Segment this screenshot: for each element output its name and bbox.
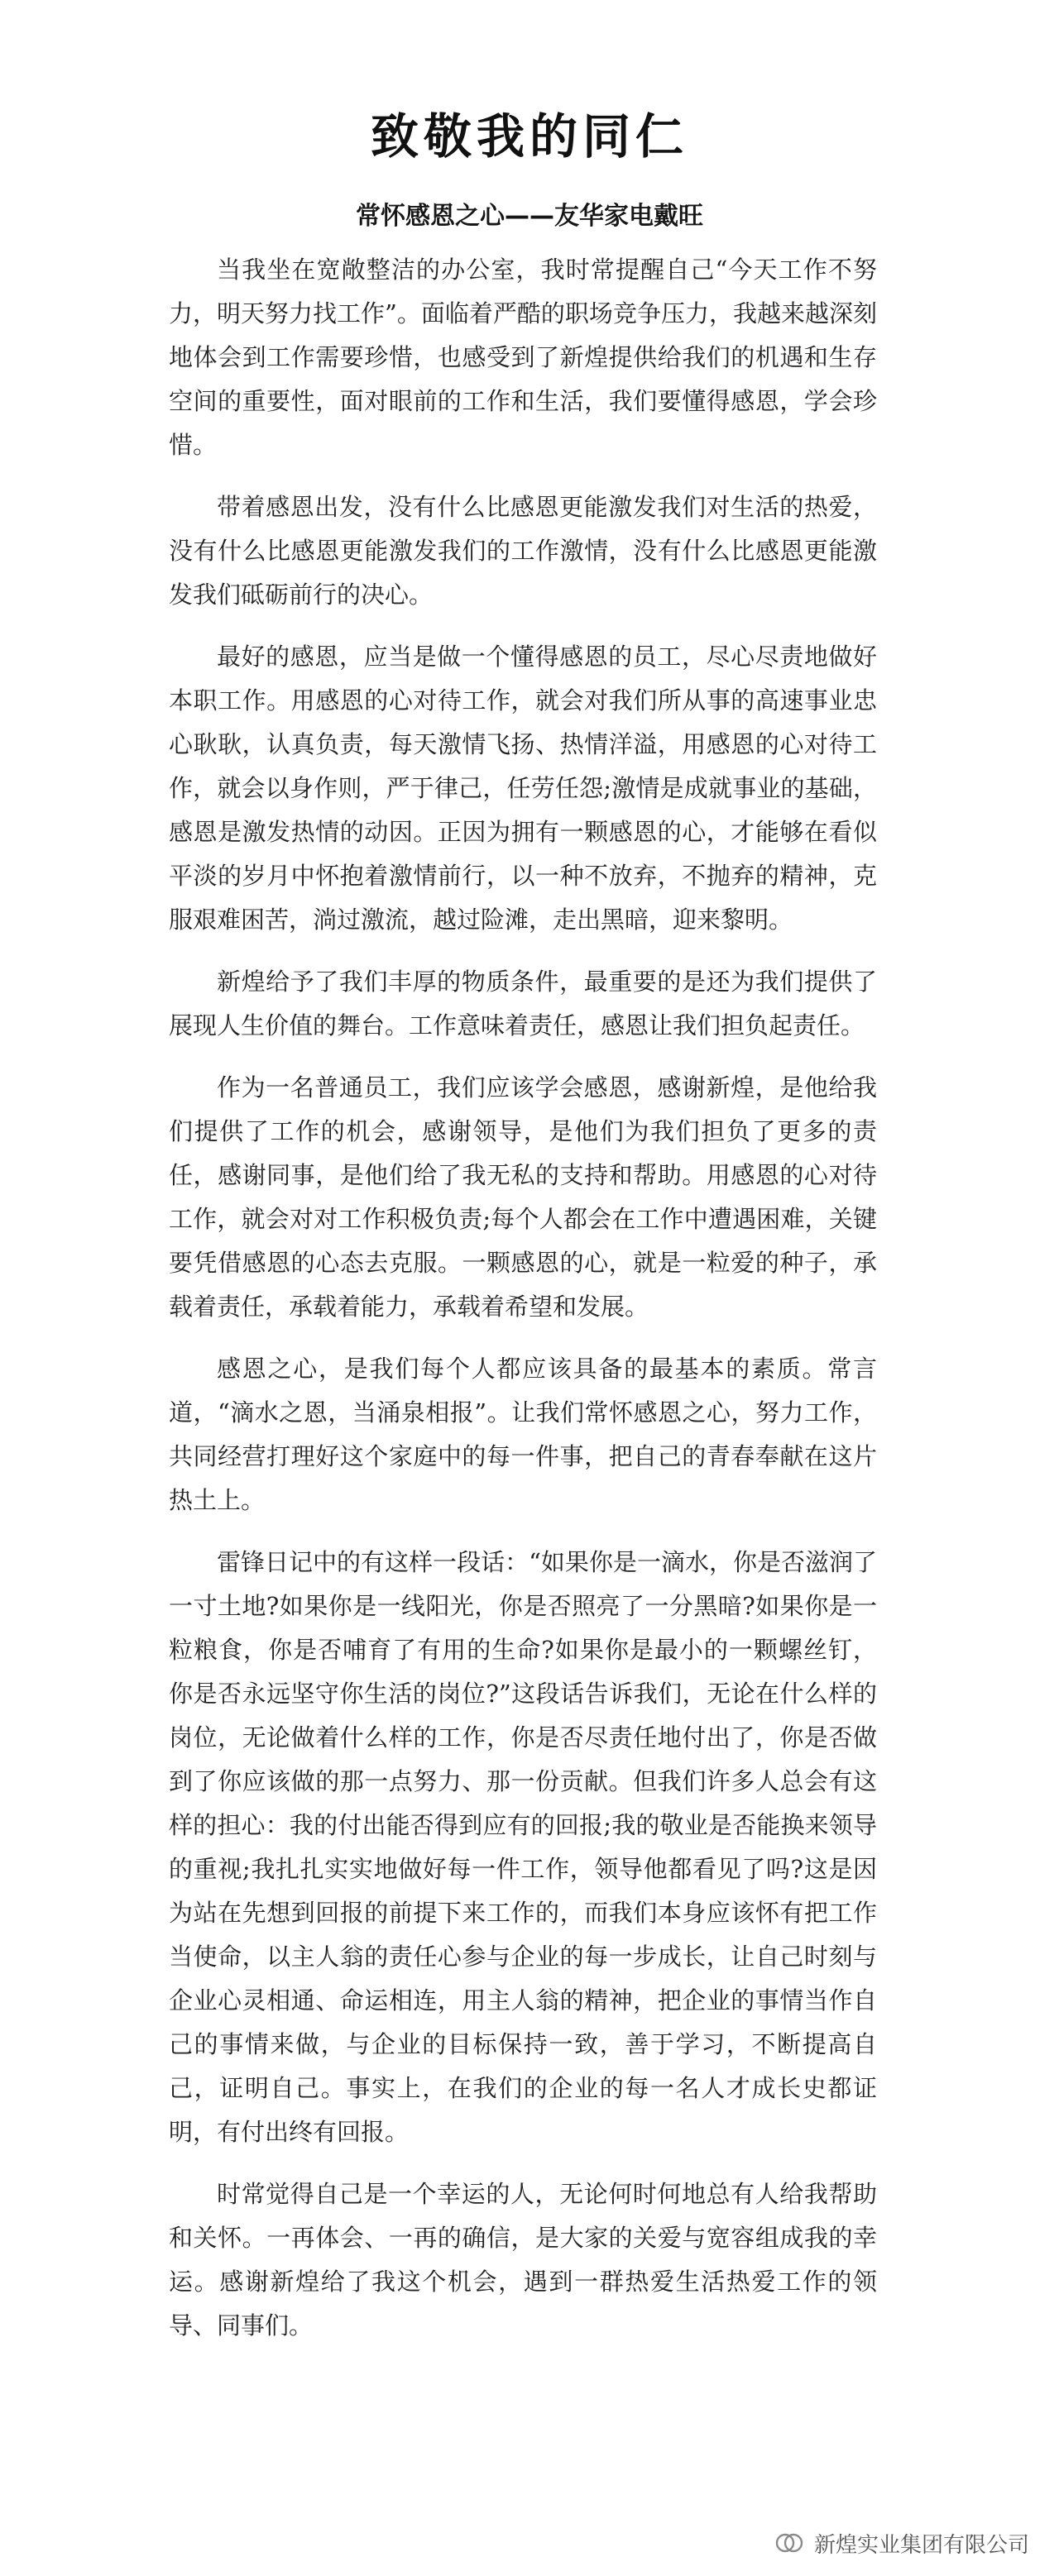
article-subtitle: 常怀感恩之心——友华家电戴旺 [356,202,703,231]
article-title: 致敬我的同仁 [370,108,688,165]
article-paragraph-6: 感恩之心，是我们每个人都应该具备的最基本的素质。常言道，“滴水之恩，当涌泉相报”。让我们常怀感恩之心，努力工作，共同经营打理好这个家庭中的每一件事，把自己的青春奉献在这片热土上。 [169,1355,877,1514]
article-paragraph-4: 新煌给予了我们丰厚的物质条件，最重要的是还为我们提供了展现人生价值的舞台。工作意味着责任，感恩让我们担负起责任。 [169,968,877,1039]
article-body [169,248,877,2366]
article-paragraph-1: 当我坐在宽敞整洁的办公室，我时常提醒自己“今天工作不努力，明天努力找工作”。面临着严酷的职场竞争压力，我越来越深刻地体会到工作需要珍惜，也感受到了新煌提供给我们的机遇和生存空间的重要性，面对眼前的工作和生活，我们要懂得感恩，学会珍惜。 [169,256,877,459]
source-name: 新煌实业集团有限公司 [813,2532,1029,2558]
article-paragraph-7: 雷锋日记中的有这样一段话：“如果你是一滴水，你是否滋润了一寸土地?如果你是一线阳光，你是否照亮了一分黑暗?如果你是一粒粮食，你是否哺育了有用的生命?如果你是最小的一颗螺丝钉，你是否永远坚守你生活的岗位?”这段话告诉我们，无论在什么样的岗位，无论做着什么样的工作，你是否尽责任地付出了，你是否做到了你应该做的那一点努力、那一份贡献。但我们许多人总会有这样的担心：我的付出能否得到应有的回报;我的敬业是否能换来领导的重视;我扎扎实实地做好每一件工作，领导他都看见了吗?这是因为站在先想到回报的前提下来工作的，而我们本身应该怀有把工作当使命，以主人翁的责任心参与企业的每一步成长，让自己时刻与企业心灵相通、命运相连，用主人翁的精神，把企业的事情当作自己的事情来做，与企业的目标保持一致，善于学习，不断提高自己，证明自己。事实上，在我们的企业的每一名人才成长史都证明，有付出终有回报。 [169,1548,877,2146]
source-watermark [773,2526,1029,2559]
article-paragraph-5: 作为一名普通员工，我们应该学会感恩，感谢新煌，是他给我们提供了工作的机会，感谢领导，是他们为我们担负了更多的责任，感谢同事，是他们给了我无私的支持和帮助。用感恩的心对待工作，就会对对工作积极负责;每个人都会在工作中遭遇困难，关键要凭借感恩的心态去克服。一颗感恩的心，就是一粒爱的种子，承载着责任，承载着能力，承载着希望和发展。 [169,1073,877,1321]
article-paragraph-2: 带着感恩出发，没有什么比感恩更能激发我们对生活的热爱，没有什么比感恩更能激发我们的工作激情，没有什么比感恩更能激发我们砥砺前行的决心。 [169,493,877,609]
article-paragraph-8: 时常觉得自己是一个幸运的人，无论何时何地总有人给我帮助和关怀。一再体会、一再的确信，是大家的关爱与宽容组成我的幸运。感谢新煌给了我这个机会，遇到一群热爱生活热爱工作的领导、同事们。 [169,2180,877,2339]
article-paragraph-3: 最好的感恩，应当是做一个懂得感恩的员工，尽心尽责地做好本职工作。用感恩的心对待工作，就会对我们所从事的高速事业忠心耿耿，认真负责，每天激情飞扬、热情洋溢，用感恩的心对待工作，就会以身作则，严于律己，任劳任怨;激情是成就事业的基础，感恩是激发热情的动因。正因为拥有一颗感恩的心，才能够在看似平淡的岁月中怀抱着激情前行，以一种不放弃，不抛弃的精神，克服艰难困苦，淌过激流，越过险滩，走出黑暗，迎来黎明。 [169,643,877,934]
wechat-channel-icon [773,2526,806,2559]
